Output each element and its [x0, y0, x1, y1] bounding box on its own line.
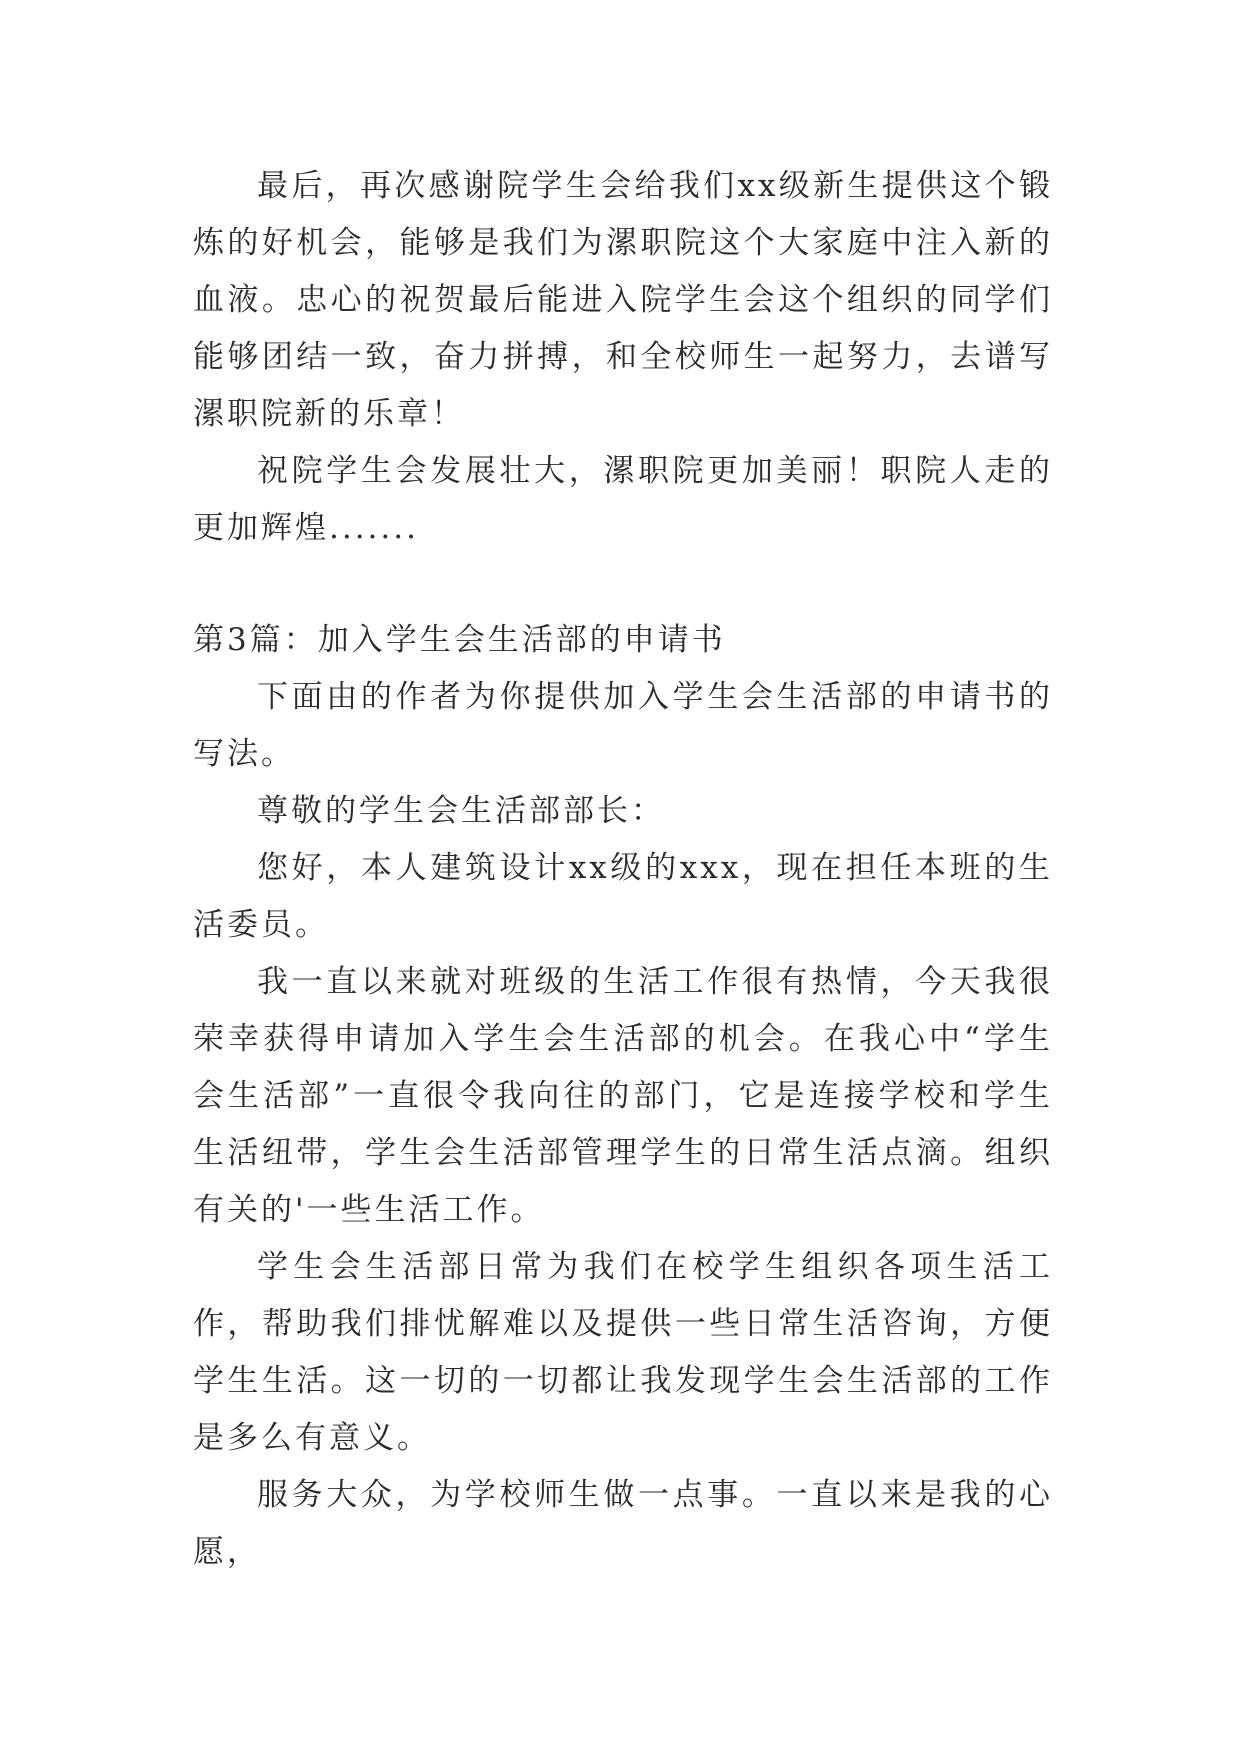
paragraph-closing-wishes: 祝院学生会发展壮大，漯职院更加美丽！职院人走的更加辉煌.......: [193, 453, 1053, 546]
paragraph-service: 服务大众，为学校师生做一点事。一直以来是我的心愿，: [193, 1477, 1053, 1570]
paragraph-department-role: 学生会生活部日常为我们在校学生组织各项生活工作，帮助我们排忧解难以及提供一些日常生活咨询，方便学生生活。这一切的一切都让我发现学生会生活部的工作是多么有意义。: [193, 1249, 1053, 1456]
paragraph-intro: 下面由的作者为你提供加入学生会生活部的申请书的写法。: [193, 679, 1053, 772]
section-heading: 第3篇：加入学生会生活部的申请书: [193, 622, 726, 658]
paragraph-motivation: 我一直以来就对班级的生活工作很有热情，今天我很荣幸获得申请加入学生会生活部的机会。在我心中“学生会生活部”一直很令我向往的部门，它是连接学校和学生生活纽带，学生会生活部管理学生的日常生活点滴。组织有关的'一些生活工作。: [193, 964, 1053, 1228]
document-body: [193, 158, 1053, 1581]
paragraph-greeting: 您好，本人建筑设计xx级的xxx，现在担任本班的生活委员。: [193, 850, 1053, 943]
paragraph-closing-thanks: 最后，再次感谢院学生会给我们xx级新生提供这个锻炼的好机会，能够是我们为漯职院这个大家庭中注入新的血液。忠心的祝贺最后能进入院学生会这个组织的同学们能够团结一致，奋力拼搏，和全校师生一起努力，去谱写漯职院新的乐章！: [193, 168, 1053, 432]
paragraph-salutation: 尊敬的学生会生活部部长：: [257, 793, 665, 829]
